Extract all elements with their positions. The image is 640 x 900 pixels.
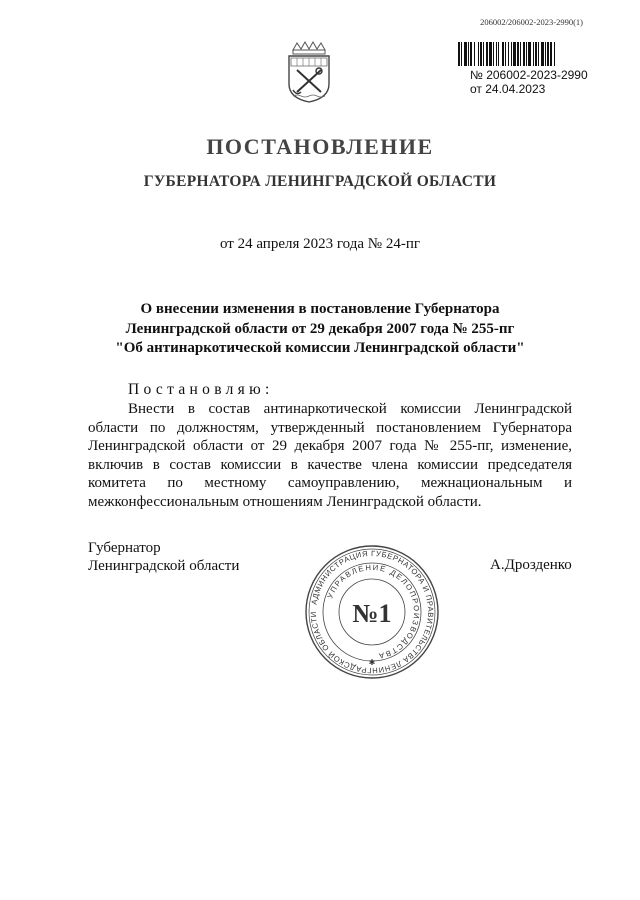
seal-outer-text: АДМИНИСТРАЦИЯ ГУБЕРНАТОРА И ПРАВИТЕЛЬСТВА ЛЕНИНГРАДСКОЙ ОБЛАСТИ <box>308 548 436 676</box>
coat-of-arms-emblem <box>285 40 333 104</box>
heading-line-2: Ленинградской области от 29 декабря 2007 года № 255-пг <box>125 320 515 337</box>
signatory-position <box>88 539 239 575</box>
signatory-name: А.Дрозденко <box>490 557 572 573</box>
resolution-paragraph: Внести в состав антинаркотической комиссии Ленинградской области по должностям, утвержденный постановлением Губернатора Ленинградской области от 29 декабря 2007 года № 255-пг, изменение, включив в состав комиссии в качестве члена комиссии председателя комитета по местному самоуправлению, межнациональным и межконфессиональным отношениям Ленинградской области. <box>88 401 572 510</box>
official-seal <box>303 543 441 681</box>
position-line-2: Ленинградской области <box>88 558 240 574</box>
seal-center-number: №1 <box>352 599 392 628</box>
document-date-line: от 24 апреля 2023 года № 24-пг <box>219 236 420 252</box>
resolution-body <box>88 400 572 511</box>
registration-info <box>470 68 588 96</box>
heading-line-1: О внесении изменения в постановление Губернатора <box>140 301 500 317</box>
position-line-1: Губернатор <box>88 540 161 556</box>
resolve-word: Постановляю: <box>128 381 274 398</box>
heading-line-3: "Об антинаркотической комиссии Ленинградской области" <box>115 340 525 356</box>
seal-star-icon: ✱ <box>368 658 376 667</box>
document-subtitle: ГУБЕРНАТОРА ЛЕНИНГРАДСКОЙ ОБЛАСТИ <box>143 173 497 190</box>
document-title: ПОСТАНОВЛЕНИЕ <box>206 134 434 159</box>
document-heading <box>0 300 640 359</box>
registration-date: от 24.04.2023 <box>470 82 546 96</box>
barcode <box>458 42 584 66</box>
seal-inner-text: УПРАВЛЕНИЕ ДЕЛОПРОИЗВОДСТВА <box>325 562 422 661</box>
registration-number: № 206002-2023-2990 <box>470 68 588 82</box>
document-id: 206002/206002-2023-2990(1) <box>480 17 583 27</box>
